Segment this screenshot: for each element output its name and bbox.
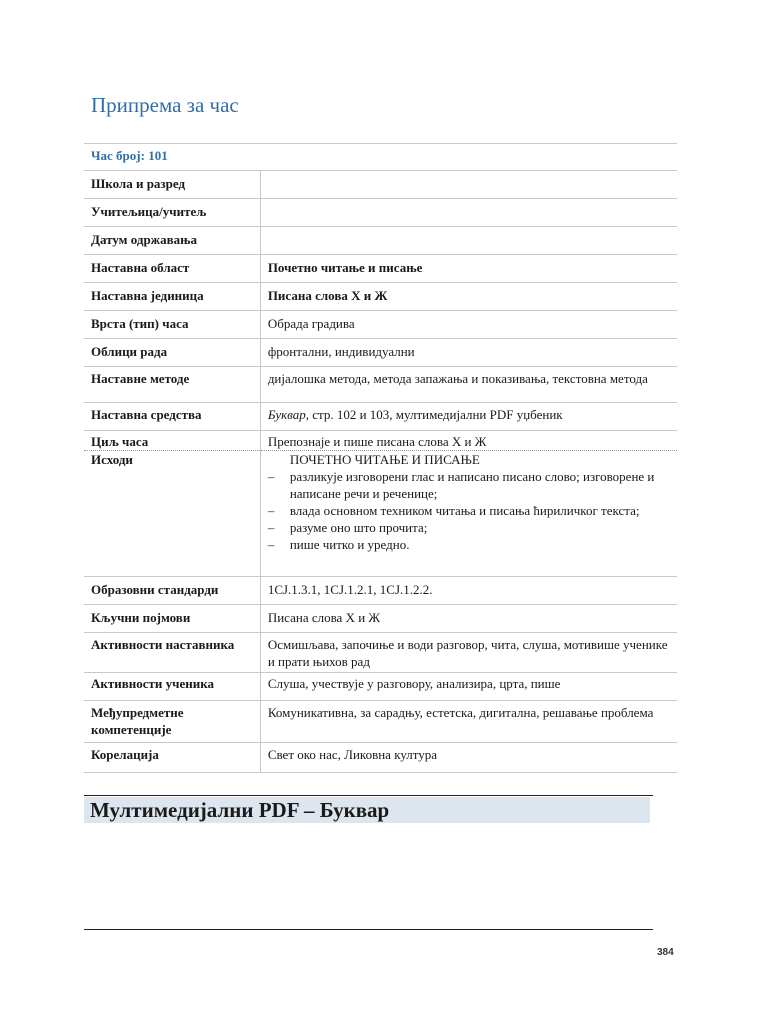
row-value bbox=[260, 171, 677, 199]
list-item: – разуме оно што прочита; bbox=[268, 519, 670, 536]
lesson-number: Час број: 101 bbox=[84, 144, 677, 171]
row-value: Писана слова Х и Ж bbox=[260, 605, 677, 633]
row-value: Обрада градива bbox=[260, 311, 677, 339]
row-value: Слуша, учествује у разговору, анализира, црта, пише bbox=[260, 673, 677, 701]
row-value: Препознаје и пише писана слова Х и Ж bbox=[260, 431, 677, 451]
row-label: Корелација bbox=[84, 743, 260, 773]
page-number: 384 bbox=[657, 947, 674, 958]
table-row bbox=[84, 339, 677, 367]
table-row bbox=[84, 743, 677, 773]
row-label: Међупредметне компетенције bbox=[84, 701, 260, 743]
row-label: Кључни појмови bbox=[84, 605, 260, 633]
list-item: – влада основном техником читања и писања ћириличког текста; bbox=[268, 502, 670, 519]
row-label: Врста (тип) часа bbox=[84, 311, 260, 339]
row-label: Учитељица/учитељ bbox=[84, 199, 260, 227]
outcomes-list bbox=[268, 468, 670, 553]
textbook-title: Буквар bbox=[267, 407, 306, 422]
row-label: Наставне методе bbox=[84, 367, 260, 403]
row-value bbox=[260, 227, 677, 255]
row-value: фронтални, индивидуални bbox=[260, 339, 677, 367]
textbook-details: , стр. 102 и 103, мултимедијални PDF уџбеник bbox=[305, 407, 563, 422]
table-row bbox=[84, 431, 677, 451]
row-value: Свет око нас, Ликовна култура bbox=[260, 743, 677, 773]
section-top-rule bbox=[84, 795, 653, 796]
table-row bbox=[84, 701, 677, 743]
row-label: Облици рада bbox=[84, 339, 260, 367]
list-item: – пише читко и уредно. bbox=[268, 536, 670, 553]
table-row bbox=[84, 171, 677, 199]
table-row bbox=[84, 577, 677, 605]
lesson-number-row bbox=[84, 144, 677, 171]
table-row bbox=[84, 199, 677, 227]
outcomes-heading: ПОЧЕТНО ЧИТАЊЕ И ПИСАЊЕ bbox=[289, 452, 480, 467]
lesson-plan-table bbox=[84, 143, 677, 773]
table-row bbox=[84, 633, 677, 673]
row-label: Наставна средства bbox=[84, 403, 260, 431]
row-label: Наставна област bbox=[84, 255, 260, 283]
row-value: Комуникативна, за сарадњу, естетска, дигитална, решавање проблема bbox=[260, 701, 677, 743]
row-label: Наставна јединица bbox=[84, 283, 260, 311]
table-row bbox=[84, 403, 677, 431]
row-label: Активности ученика bbox=[84, 673, 260, 701]
row-label: Образовни стандарди bbox=[84, 577, 260, 605]
row-label: Исходи bbox=[84, 451, 260, 577]
row-label: Циљ часа bbox=[84, 431, 260, 451]
table-row bbox=[84, 227, 677, 255]
table-row bbox=[84, 311, 677, 339]
row-value: Осмишљава, започиње и води разговор, чита, слуша, мотивише ученике и прати њихов рад bbox=[260, 633, 677, 673]
row-label: Датум одржавања bbox=[84, 227, 260, 255]
section-banner: Мултимедијални PDF – Буквар bbox=[84, 797, 650, 823]
outcomes-row bbox=[84, 451, 677, 577]
row-value bbox=[260, 199, 677, 227]
row-label: Активности наставника bbox=[84, 633, 260, 673]
table-row bbox=[84, 673, 677, 701]
row-value: Писана слова Х и Ж bbox=[260, 283, 677, 311]
row-label: Школа и разред bbox=[84, 171, 260, 199]
row-value: Почетно читање и писање bbox=[260, 255, 677, 283]
table-row bbox=[84, 283, 677, 311]
page-title: Припрема за час bbox=[91, 93, 239, 117]
row-value: 1СЈ.1.3.1, 1СЈ.1.2.1, 1СЈ.1.2.2. bbox=[260, 577, 677, 605]
table-row bbox=[84, 605, 677, 633]
row-value bbox=[260, 403, 677, 431]
list-item: – разликује изговорени глас и написано писано слово; изговорене и написане речи и реченице; bbox=[268, 468, 670, 502]
row-value: дијалошка метода, метода запажања и показивања, текстовна метода bbox=[260, 367, 677, 403]
table-row bbox=[84, 255, 677, 283]
outcomes-cell bbox=[260, 451, 677, 577]
table-row bbox=[84, 367, 677, 403]
footer-rule bbox=[84, 929, 653, 930]
